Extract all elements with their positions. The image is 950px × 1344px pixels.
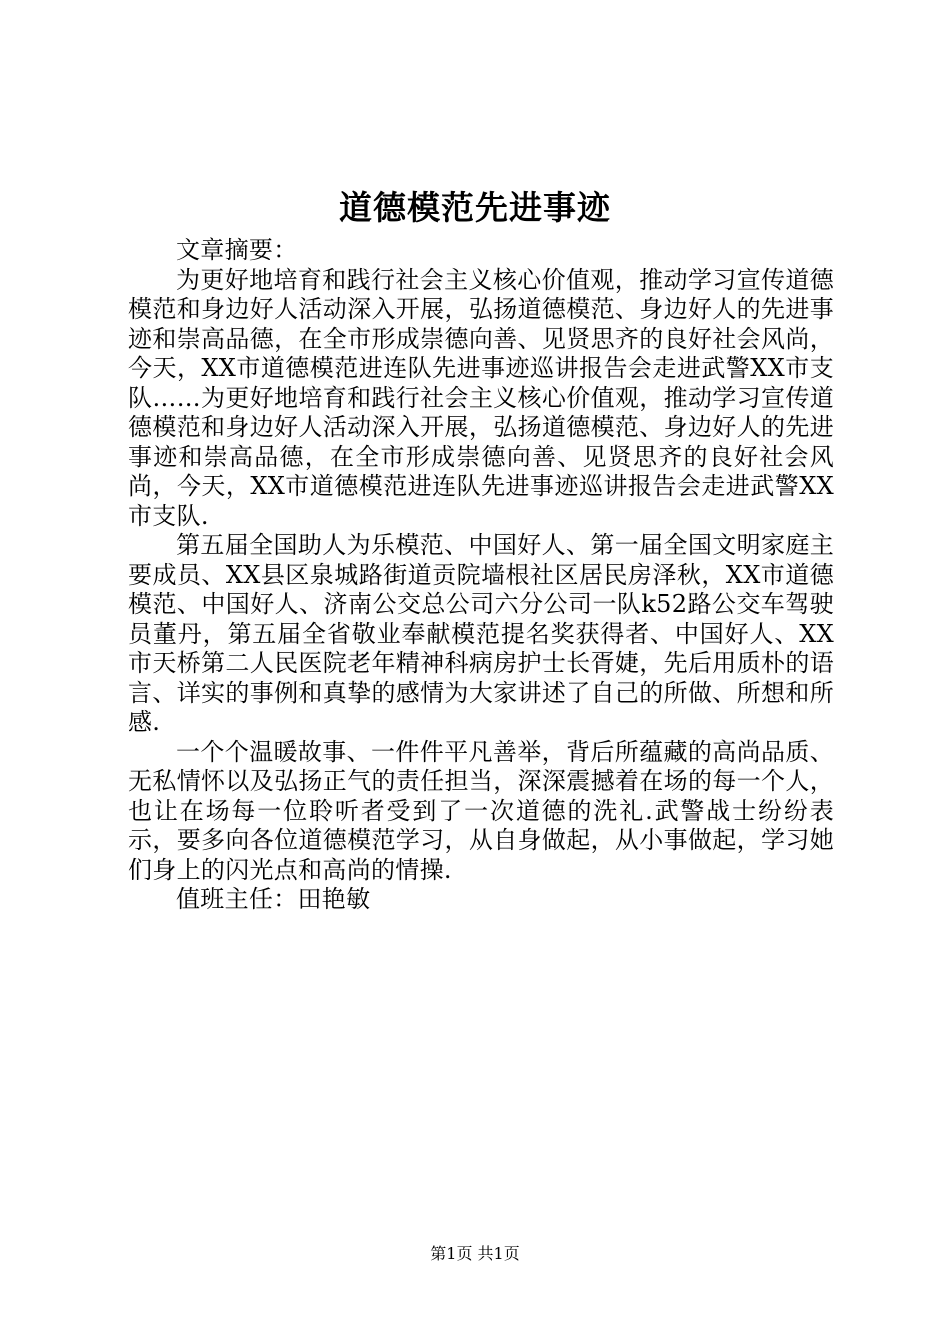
signature-line: 值班主任：田艳敏 — [176, 885, 371, 913]
paragraph-1: 为更好地培育和践行社会主义核心价值观，推动学习宣传道德模范和身边好人活动深入开展，弘扬道德模范、身边好人的先进事迹和崇高品德，在全市形成崇德向善、见贤思齐的良好社会风尚，今天，XX市道德模范进连队先进事迹巡讲报告会走进武警XX市支队……为更好地培育和践行社会主义核心价值观，推动学习宣传道德模范和身边好人活动深入开展，弘扬道德模范、身边好人的先进事迹和崇高品德，在全市形成崇德向善、见贤思齐的良好社会风尚，今天，XX市道德模范进连队先进事迹巡讲报告会走进武警XX市支队. — [128, 265, 834, 530]
document-body — [128, 236, 834, 915]
page-footer: 第1页 共1页 — [430, 1244, 520, 1263]
document-title: 道德模范先进事迹 — [339, 188, 611, 227]
paragraph-2: 第五届全国助人为乐模范、中国好人、第一届全国文明家庭主要成员、XX县区泉城路街道贡院墙根社区居民房泽秋，XX市道德模范、中国好人、济南公交总公司六分公司一队k52路公交车驾驶员董丹，第五届全省敬业奉献模范提名奖获得者、中国好人、XX市天桥第二人民医院老年精神科病房护士长胥婕，先后用质朴的语言、详实的事例和真挚的感情为大家讲述了自己的所做、所想和所感. — [128, 531, 834, 736]
abstract-label: 文章摘要： — [176, 236, 298, 264]
paragraph-3: 一个个温暖故事、一件件平凡善举，背后所蕴藏的高尚品质、无私情怀以及弘扬正气的责任担当，深深震撼着在场的每一个人，也让在场每一位聆听者受到了一次道德的洗礼.武警战士纷纷表示，要多向各位道德模范学习，从自身做起，从小事做起，学习她们身上的闪光点和高尚的情操. — [128, 737, 834, 884]
